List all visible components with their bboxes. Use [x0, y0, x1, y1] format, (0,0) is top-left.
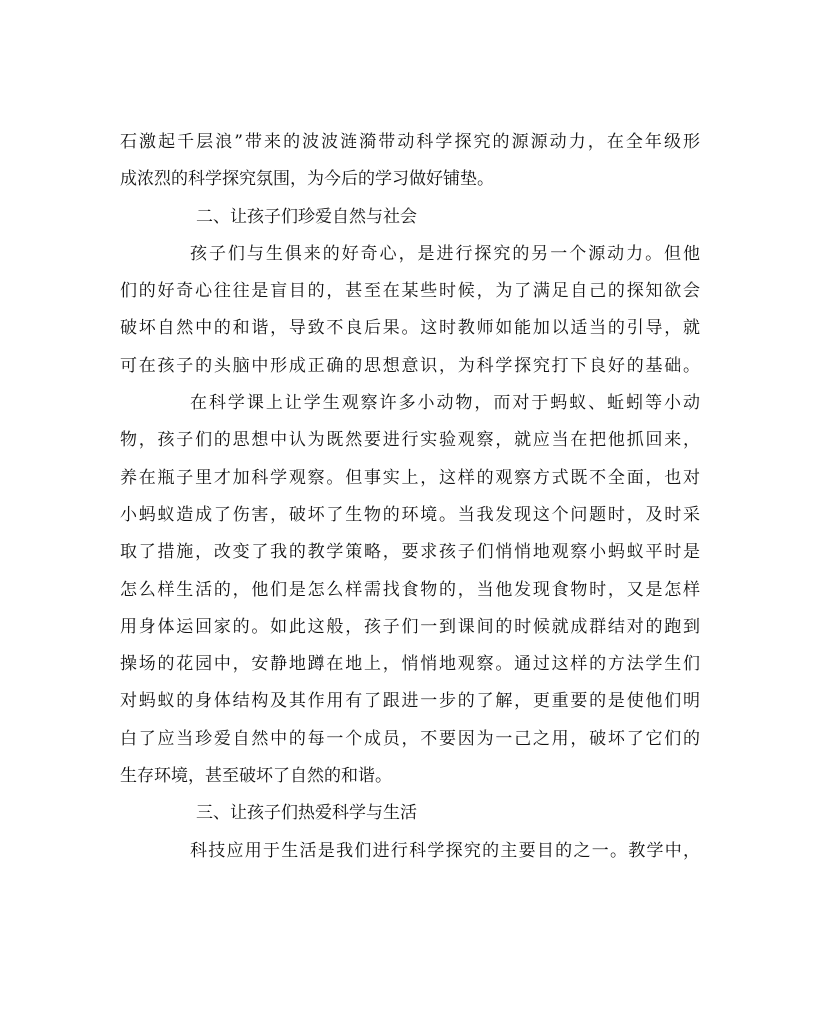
- paragraph-line: 孩子们与生俱来的好奇心，是进行探究的另一个源动力。但他: [190, 243, 700, 264]
- paragraph-line: 怎么样生活的，他们是怎么样需找食物的，当他发现食物时，又是怎样: [120, 579, 700, 600]
- paragraph-line: 们的好奇心往往是盲目的，甚至在某些时候，为了满足自己的探知欲会: [120, 281, 700, 302]
- paragraph-line: 养在瓶子里才加科学观察。但事实上，这样的观察方式既不全面，也对: [120, 467, 700, 488]
- paragraph-line: 物，孩子们的思想中认为既然要进行实验观察，就应当在把他抓回来，: [120, 430, 700, 451]
- paragraph-line: 小蚂蚁造成了伤害，破坏了生物的环境。当我发现这个问题时，及时采: [120, 504, 700, 525]
- document-body: [120, 124, 700, 870]
- section-heading-2: 二、让孩子们珍爱自然与社会: [196, 206, 417, 227]
- paragraph-line: 对蚂蚁的身体结构及其作用有了跟进一步的了解，更重要的是使他们明: [120, 691, 700, 712]
- paragraph-line: 科技应用于生活是我们进行科学探究的主要目的之一。教学中，: [190, 840, 700, 861]
- paragraph-line: 可在孩子的头脑中形成正确的思想意识，为科学探究打下良好的基础。: [120, 355, 700, 376]
- paragraph-line: 白了应当珍爱自然中的每一个成员，不要因为一己之用，破坏了它们的: [120, 728, 700, 749]
- paragraph-line: 取了措施，改变了我的教学策略，要求孩子们悄悄地观察小蚂蚁平时是: [120, 542, 700, 563]
- paragraph-line: 成浓烈的科学探究氛围，为今后的学习做好铺垫。: [120, 169, 494, 190]
- paragraph-line: 破坏自然中的和谐，导致不良后果。这时教师如能加以适当的引导，就: [120, 318, 700, 339]
- section-heading-3: 三、让孩子们热爱科学与生活: [196, 803, 417, 824]
- paragraph-line: 用身体运回家的。如此这般，孩子们一到课间的时候就成群结对的跑到: [120, 616, 700, 637]
- paragraph-line: 石激起千层浪”带来的波波涟漪带动科学探究的源源动力，在全年级形: [120, 132, 700, 152]
- paragraph-line: 在科学课上让学生观察许多小动物，而对于蚂蚁、蚯蚓等小动: [190, 393, 700, 414]
- paragraph-line: 操场的花园中，安静地蹲在地上，悄悄地观察。通过这样的方法学生们: [120, 654, 700, 675]
- paragraph-line: 生存环境，甚至破坏了自然的和谐。: [120, 766, 392, 787]
